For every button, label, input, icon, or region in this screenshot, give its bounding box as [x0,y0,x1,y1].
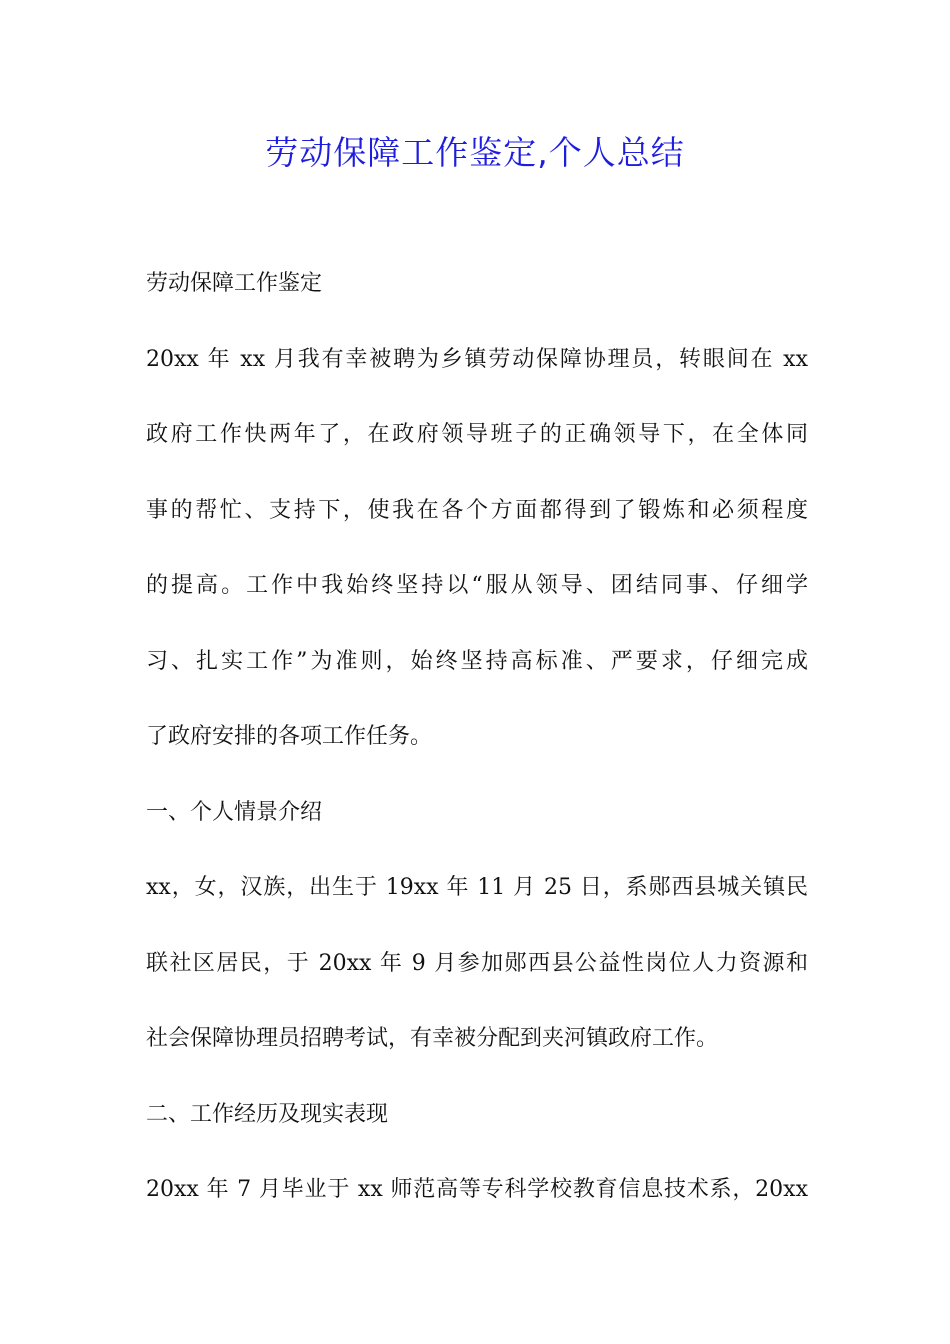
text-line: 社会保障协理员招聘考试，有幸被分配到夹河镇政府工作。 [146,1026,719,1051]
text-line: 事的帮忙、支持下，使我在各个方面都得到了锻炼和必须程度 [146,497,808,523]
text-line: 20xx 年 xx 月我有幸被聘为乡镇劳动保障协理员，转眼间在 xx [146,346,808,372]
text-line: 政府工作快两年了，在政府领导班子的正确领导下，在全体同 [146,422,808,447]
text-line: 劳动保障工作鉴定 [146,271,323,296]
text-line: 习、扎实工作”为准则，始终坚持高标准、严要求，仔细完成 [146,648,808,674]
document-title: 劳动保障工作鉴定,个人总结 [265,133,685,172]
text-line: 联社区居民，于 20xx 年 9 月参加郧西县公益性岗位人力资源和 [146,950,808,976]
text-line: 一、个人情景介绍 [146,799,323,825]
text-line: 的提高。工作中我始终坚持以“服从领导、团结同事、仔细学 [146,573,808,598]
text-line: 了政府安排的各项工作任务。 [146,724,433,749]
text-line: 20xx 年 7 月毕业于 xx 师范高等专科学校教育信息技术系，20xx [146,1177,808,1202]
document-body [146,262,808,1244]
text-line: xx，女，汉族，出生于 19xx 年 11 月 25 日，系郧西县城关镇民 [146,875,808,900]
text-line: 二、工作经历及现实表现 [146,1101,389,1127]
